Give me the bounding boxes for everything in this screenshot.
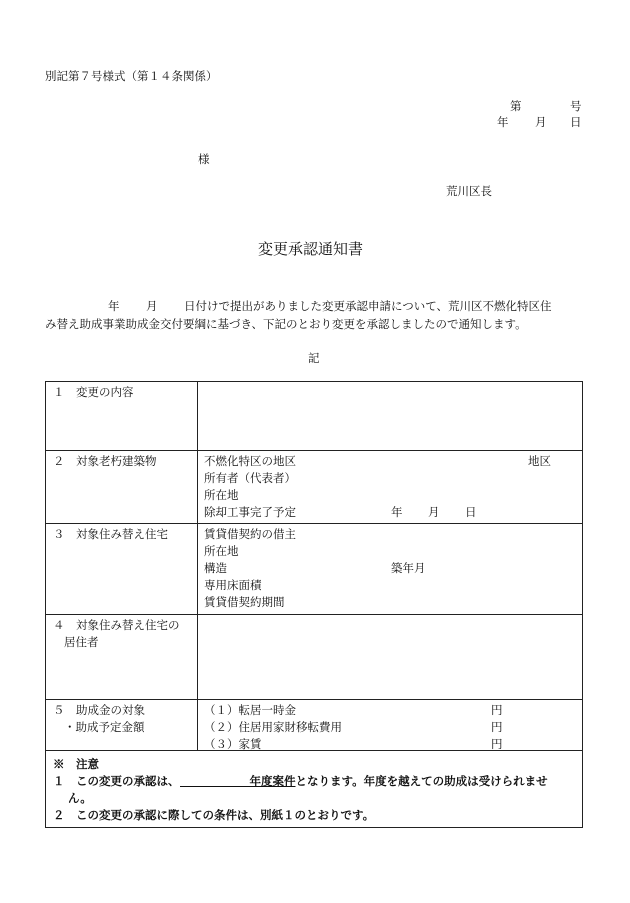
notes-box [45,751,583,828]
yen-label: 円 [491,703,503,717]
row-divider [46,614,582,615]
row5-label: ・助成予定金額 [64,720,145,734]
row2-year: 年 [391,505,403,519]
date-day: 日 [570,115,582,129]
number-dai: 第 [510,99,522,113]
row-divider [46,450,582,451]
row2-chiku: 地区 [528,454,551,468]
row5-item: （３）家賃 [204,737,262,751]
form-number-label: 別記第７号様式（第１４条関係） [45,69,218,83]
row3-chikunengetsu: 築年月 [391,561,426,575]
page-title: 変更承認通知書 [258,240,364,258]
notes-heading: ※ 注意 [53,757,99,771]
row2-month: 月 [428,505,440,519]
row2-item: 所在地 [204,488,239,502]
row3-item: 賃貸借契約の借主 [204,527,296,541]
row2-item: 不燃化特区の地区 [204,454,296,468]
number-go: 号 [570,99,582,113]
row5-item: （１）転居一時金 [204,703,296,717]
row3-item: 構造 [204,561,227,575]
row2-day: 日 [465,505,477,519]
row3-item: 賃貸借契約期間 [204,595,285,609]
yen-label: 円 [491,737,503,751]
row4-label: ４ 対象住み替え住宅の [53,618,180,632]
yen-label: 円 [491,720,503,734]
row2-item: 除却工事完了予定 [204,505,296,519]
date-year: 年 [497,115,509,129]
row1-label: １ 変更の内容 [53,385,134,399]
column-divider [197,382,198,750]
row3-label: ３ 対象住み替え住宅 [53,527,168,541]
body-line1: 日付けで提出がありました変更承認申請について、荒川区不燃化特区住 [184,299,552,313]
row3-item: 専用床面積 [204,578,262,592]
row-divider [46,523,582,524]
note1-part-a: １ この変更の承認は、 [53,774,180,788]
note-1 [53,773,548,790]
addressee-suffix: 様 [198,152,210,166]
note1-part-c: となります。年度を越えての助成は受けられませ [295,774,548,788]
body-year: 年 [108,299,120,313]
body-line2: み替え助成事業助成金交付要綱に基づき、下記のとおり変更を承認しましたので通知します。 [45,317,527,331]
note1-part-b: 年度案件 [249,774,296,788]
ki-heading: 記 [308,351,320,365]
row2-item: 所有者（代表者） [204,471,296,485]
issuer-name: 荒川区長 [446,184,492,198]
row5-label: ５ 助成金の対象 [53,703,145,717]
row5-item: （２）住居用家財移転費用 [204,720,342,734]
row-divider [46,699,582,700]
row2-label: ２ 対象老朽建築物 [53,454,157,468]
fiscal-year-blank [180,774,250,787]
date-month: 月 [535,115,547,129]
note1-continuation: ん。 [68,791,92,805]
row4-label: 居住者 [64,635,99,649]
details-table [45,381,583,751]
body-month: 月 [146,299,158,313]
note-2: ２ この変更の承認に際しての条件は、別紙１のとおりです。 [53,808,375,822]
row3-item: 所在地 [204,544,239,558]
